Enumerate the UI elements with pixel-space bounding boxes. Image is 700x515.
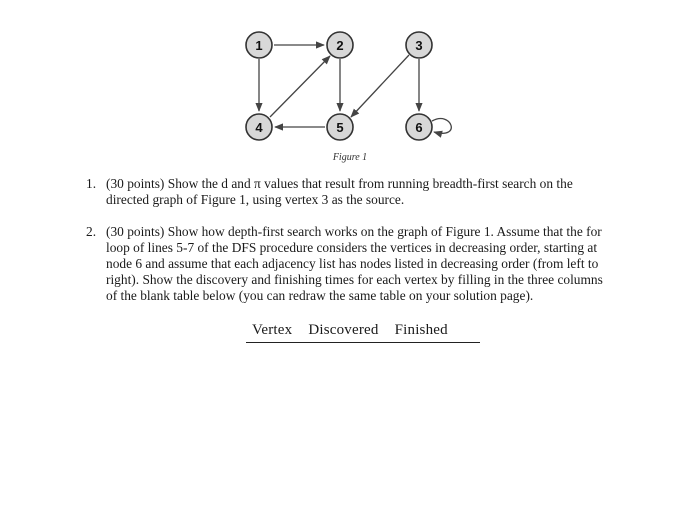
svg-text:3: 3 — [415, 38, 423, 53]
node-6 — [406, 114, 432, 140]
problem-2-text: (30 points) Show how depth-first search works on the graph of Figure 1. Assume that the for loop of lines 5-7 of the DFS procedure considers the vertices in decreasing order, starting at node 6 and assume that each adjacency list has nodes listed in decreasing order (from left to right). Show the discovery and finishing times for each vertex by filling in the three columns of the blank table below (you can redraw the same table on your solution page). — [106, 224, 603, 303]
column-discovered: Discovered — [308, 322, 379, 338]
edge-4-2 — [270, 56, 330, 117]
problem-1-text: (30 points) Show the d and π values that result from running breadth-first search on the directed graph of Figure 1, using vertex 3 as the source. — [106, 176, 573, 207]
node-5 — [327, 114, 353, 140]
svg-text:5: 5 — [336, 120, 344, 135]
problem-2 — [86, 224, 616, 304]
svg-text:4: 4 — [255, 120, 263, 135]
node-4 — [246, 114, 272, 140]
node-3 — [406, 32, 432, 58]
problem-1-number: 1. — [86, 176, 97, 191]
figure-caption: Figure 1 — [332, 152, 368, 163]
problem-2-number: 2. — [86, 224, 97, 239]
edge-3-5 — [351, 55, 409, 117]
problem-1 — [86, 176, 616, 208]
column-vertex: Vertex — [252, 322, 293, 338]
node-2 — [327, 32, 353, 58]
column-finished: Finished — [394, 322, 448, 338]
svg-text:2: 2 — [336, 38, 344, 53]
svg-text:6: 6 — [415, 120, 423, 135]
svg-text:1: 1 — [255, 38, 263, 53]
graph-figure — [0, 0, 700, 150]
edge-6-6 — [432, 119, 451, 134]
dfs-table-header — [246, 322, 480, 343]
node-1 — [246, 32, 272, 58]
